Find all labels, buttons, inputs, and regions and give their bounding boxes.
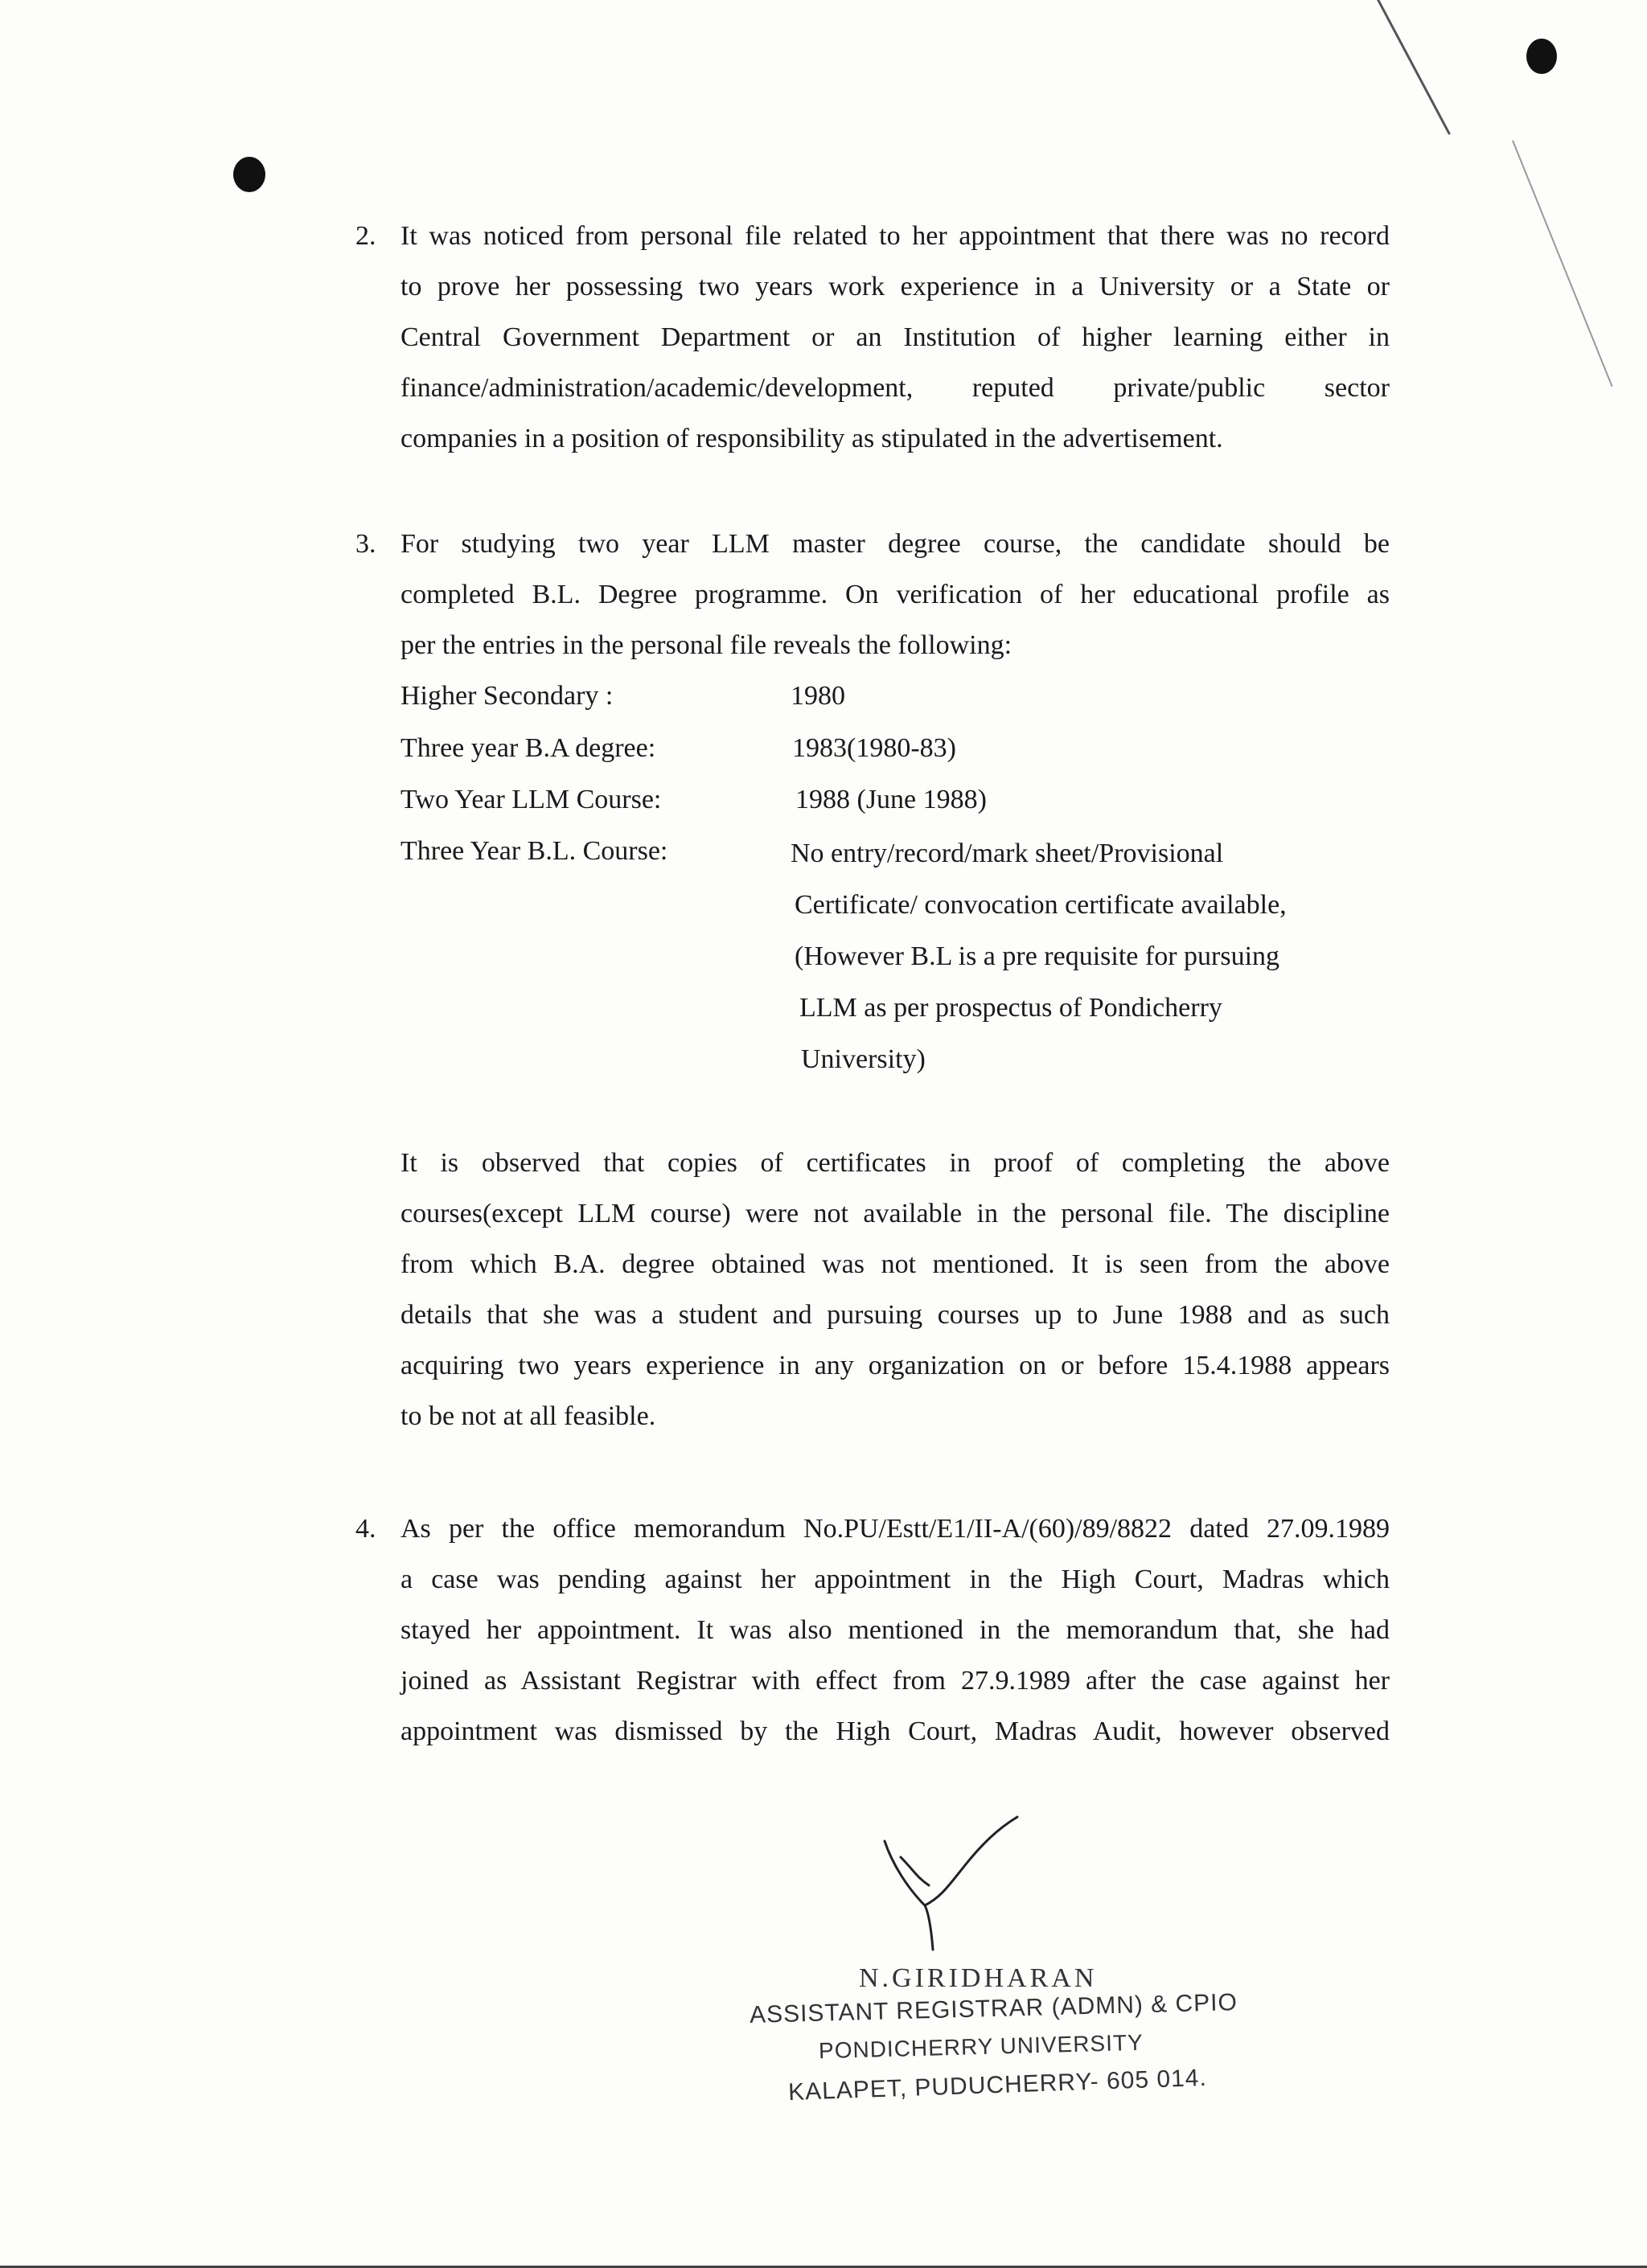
- item-3-paragraph: [400, 519, 1390, 671]
- item-3-line-2: completed B.L. Degree programme. On verification of her educational profile as: [400, 580, 1390, 609]
- item-2-line-4: finance/administration/academic/development, reputed private/public sector: [400, 373, 1390, 403]
- education-label-ba-degree: Three year B.A degree:: [400, 733, 656, 763]
- item-2-line-2: to prove her possessing two years work experience in a University or a State or: [400, 272, 1390, 301]
- stamp-designation: ASSISTANT REGISTRAR (ADMN) & CPIO: [749, 1989, 1238, 2028]
- education-value-llm-course: 1988 (June 1988): [795, 785, 987, 814]
- education-value-higher-secondary: 1980: [791, 681, 845, 711]
- stamp-address: KALAPET, PUDUCHERRY- 605 014.: [787, 2064, 1208, 2106]
- item-2-line-1: It was noticed from personal file related to her appointment that there was no record: [400, 221, 1390, 251]
- item-3-observation-paragraph: [400, 1138, 1390, 1442]
- handwritten-signature: [869, 1809, 1029, 1962]
- observation-line-6: to be not at all feasible.: [400, 1401, 656, 1431]
- item-number-2: 2.: [355, 221, 376, 251]
- item-4-line-2: a case was pending against her appointment in the High Court, Madras which: [400, 1565, 1390, 1594]
- punch-hole-right: [1526, 39, 1557, 74]
- item-4-line-3: stayed her appointment. It was also mentioned in the memorandum that, she had: [400, 1615, 1390, 1645]
- observation-line-5: acquiring two years experience in any organization on or before 15.4.1988 appears: [400, 1351, 1390, 1380]
- item-4-paragraph: [400, 1503, 1390, 1757]
- item-4-line-5: appointment was dismissed by the High Court, Madras Audit, however observed: [400, 1716, 1390, 1746]
- folded-corner-edge-lower: [1512, 140, 1612, 387]
- item-number-3: 3.: [355, 529, 376, 559]
- item-4-line-1: As per the office memorandum No.PU/Estt/E1/II-A/(60)/89/8822 dated 27.09.1989: [400, 1514, 1390, 1544]
- folded-corner-edge: [1377, 0, 1451, 135]
- item-2-line-3: Central Government Department or an Institution of higher learning either in: [400, 322, 1390, 352]
- education-value-bl-course-line-4: LLM as per prospectus of Pondicherry: [799, 993, 1222, 1023]
- item-number-4: 4.: [355, 1514, 376, 1544]
- stamp-officer-name: N.GIRIDHARAN: [859, 1963, 1098, 1993]
- education-value-bl-course-line-5: University): [801, 1044, 926, 1074]
- observation-line-1: It is observed that copies of certificates in proof of completing the above: [400, 1148, 1390, 1178]
- item-3-line-1: For studying two year LLM master degree course, the candidate should be: [400, 529, 1390, 559]
- education-label-bl-course: Three Year B.L. Course:: [400, 836, 668, 866]
- item-2-paragraph: [400, 211, 1390, 464]
- education-label-higher-secondary: Higher Secondary :: [400, 681, 614, 711]
- observation-line-3: from which B.A. degree obtained was not mentioned. It is seen from the above: [400, 1249, 1390, 1279]
- observation-line-2: courses(except LLM course) were not available in the personal file. The discipline: [400, 1199, 1390, 1228]
- item-2-line-5: companies in a position of responsibility as stipulated in the advertisement.: [400, 424, 1223, 453]
- education-value-bl-course-line-1: No entry/record/mark sheet/Provisional: [791, 839, 1224, 868]
- observation-line-4: details that she was a student and pursuing courses up to June 1988 and as such: [400, 1300, 1390, 1330]
- education-value-ba-degree: 1983(1980-83): [792, 733, 956, 763]
- education-label-llm-course: Two Year LLM Course:: [400, 785, 662, 814]
- education-value-bl-course-line-3: (However B.L is a pre requisite for pursuing: [795, 941, 1280, 971]
- punch-hole-left: [233, 157, 265, 192]
- item-3-line-3: per the entries in the personal file reveals the following:: [400, 630, 1012, 660]
- stamp-institution: PONDICHERRY UNIVERSITY: [818, 2029, 1144, 2064]
- item-4-line-4: joined as Assistant Registrar with effect from 27.9.1989 after the case against her: [400, 1666, 1390, 1696]
- education-value-bl-course-line-2: Certificate/ convocation certificate available,: [795, 890, 1287, 920]
